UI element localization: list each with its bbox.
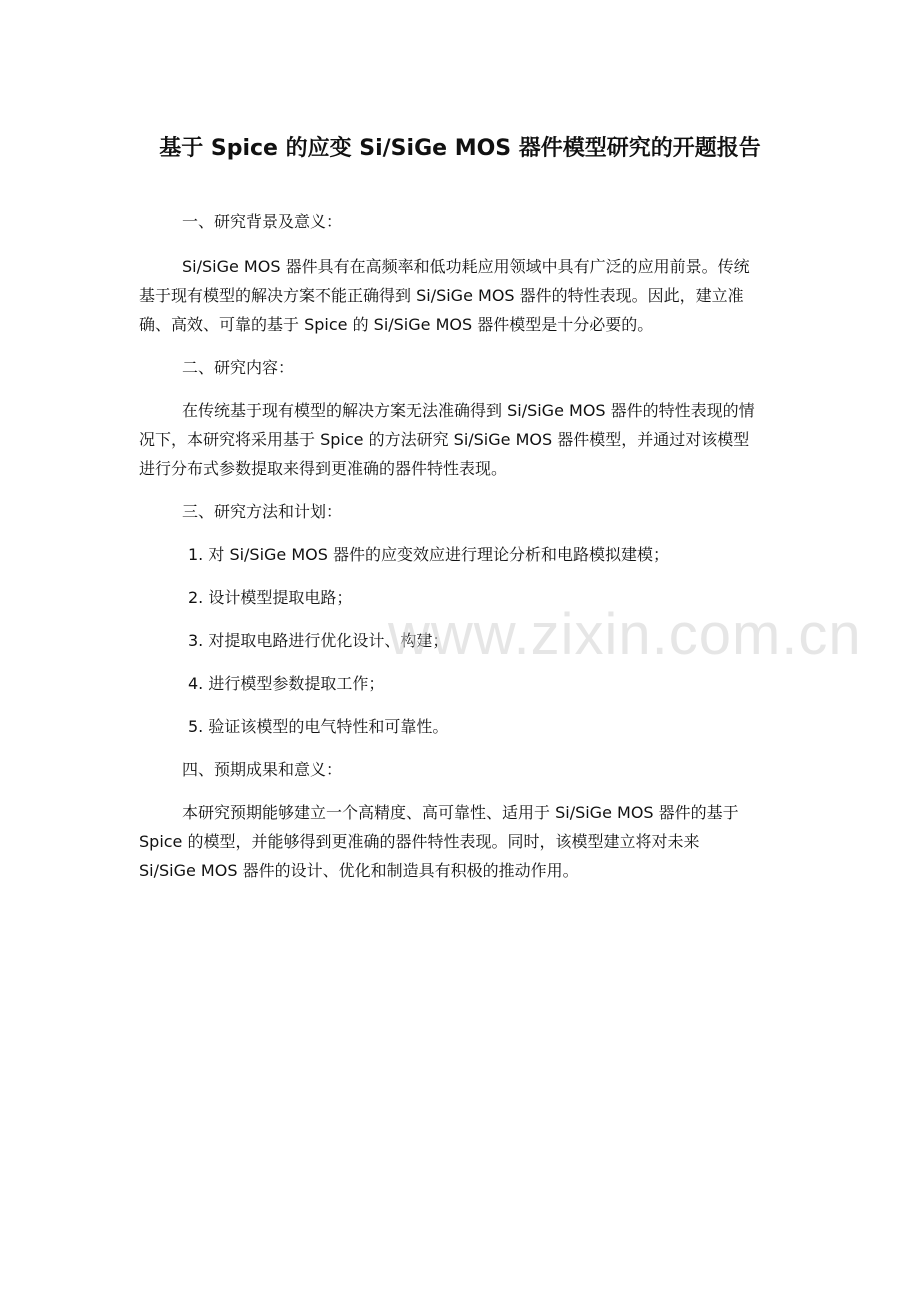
plan-list-item-3: 3. 对提取电路进行优化设计、构建； <box>188 631 449 650</box>
section1-para-line-1: Si/SiGe MOS 器件具有在高频率和低功耗应用领域中具有广泛的应用前景。传统 <box>182 257 750 276</box>
watermark-text: www.zixin.com.cn <box>388 602 862 667</box>
section4-para-line-3: Si/SiGe MOS 器件的设计、优化和制造具有积极的推动作用。 <box>139 861 579 880</box>
section4-para-line-2: Spice 的模型，并能够得到更准确的器件特性表现。同时，该模型建立将对未来 <box>139 832 700 851</box>
section4-heading: 四、预期成果和意义： <box>182 760 343 779</box>
section2-para-line-1: 在传统基于现有模型的解决方案无法准确得到 Si/SiGe MOS 器件的特性表现的情 <box>182 401 755 420</box>
section2-para-line-2: 况下，本研究将采用基于 Spice 的方法研究 Si/SiGe MOS 器件模型，并通过对该模型 <box>139 430 750 449</box>
plan-list-item-1: 1. 对 Si/SiGe MOS 器件的应变效应进行理论分析和电路模拟建模； <box>188 545 670 564</box>
section4-para-line-1: 本研究预期能够建立一个高精度、高可靠性、适用于 Si/SiGe MOS 器件的基于 <box>182 803 739 822</box>
section1-para-line-2: 基于现有模型的解决方案不能正确得到 Si/SiGe MOS 器件的特性表现。因此，建立准 <box>139 286 744 305</box>
plan-list-item-5: 5. 验证该模型的电气特性和可靠性。 <box>188 717 449 736</box>
section3-heading: 三、研究方法和计划： <box>182 502 343 521</box>
page-title: 基于 Spice 的应变 Si/SiGe MOS 器件模型研究的开题报告 <box>159 136 761 161</box>
plan-list-item-2: 2. 设计模型提取电路； <box>188 588 353 607</box>
plan-list-item-4: 4. 进行模型参数提取工作； <box>188 674 385 693</box>
section1-para-line-3: 确、高效、可靠的基于 Spice 的 Si/SiGe MOS 器件模型是十分必要的。 <box>139 315 654 334</box>
section2-heading: 二、研究内容： <box>182 358 295 377</box>
section2-para-line-3: 进行分布式参数提取来得到更准确的器件特性表现。 <box>139 459 508 478</box>
section1-heading: 一、研究背景及意义： <box>182 212 343 231</box>
